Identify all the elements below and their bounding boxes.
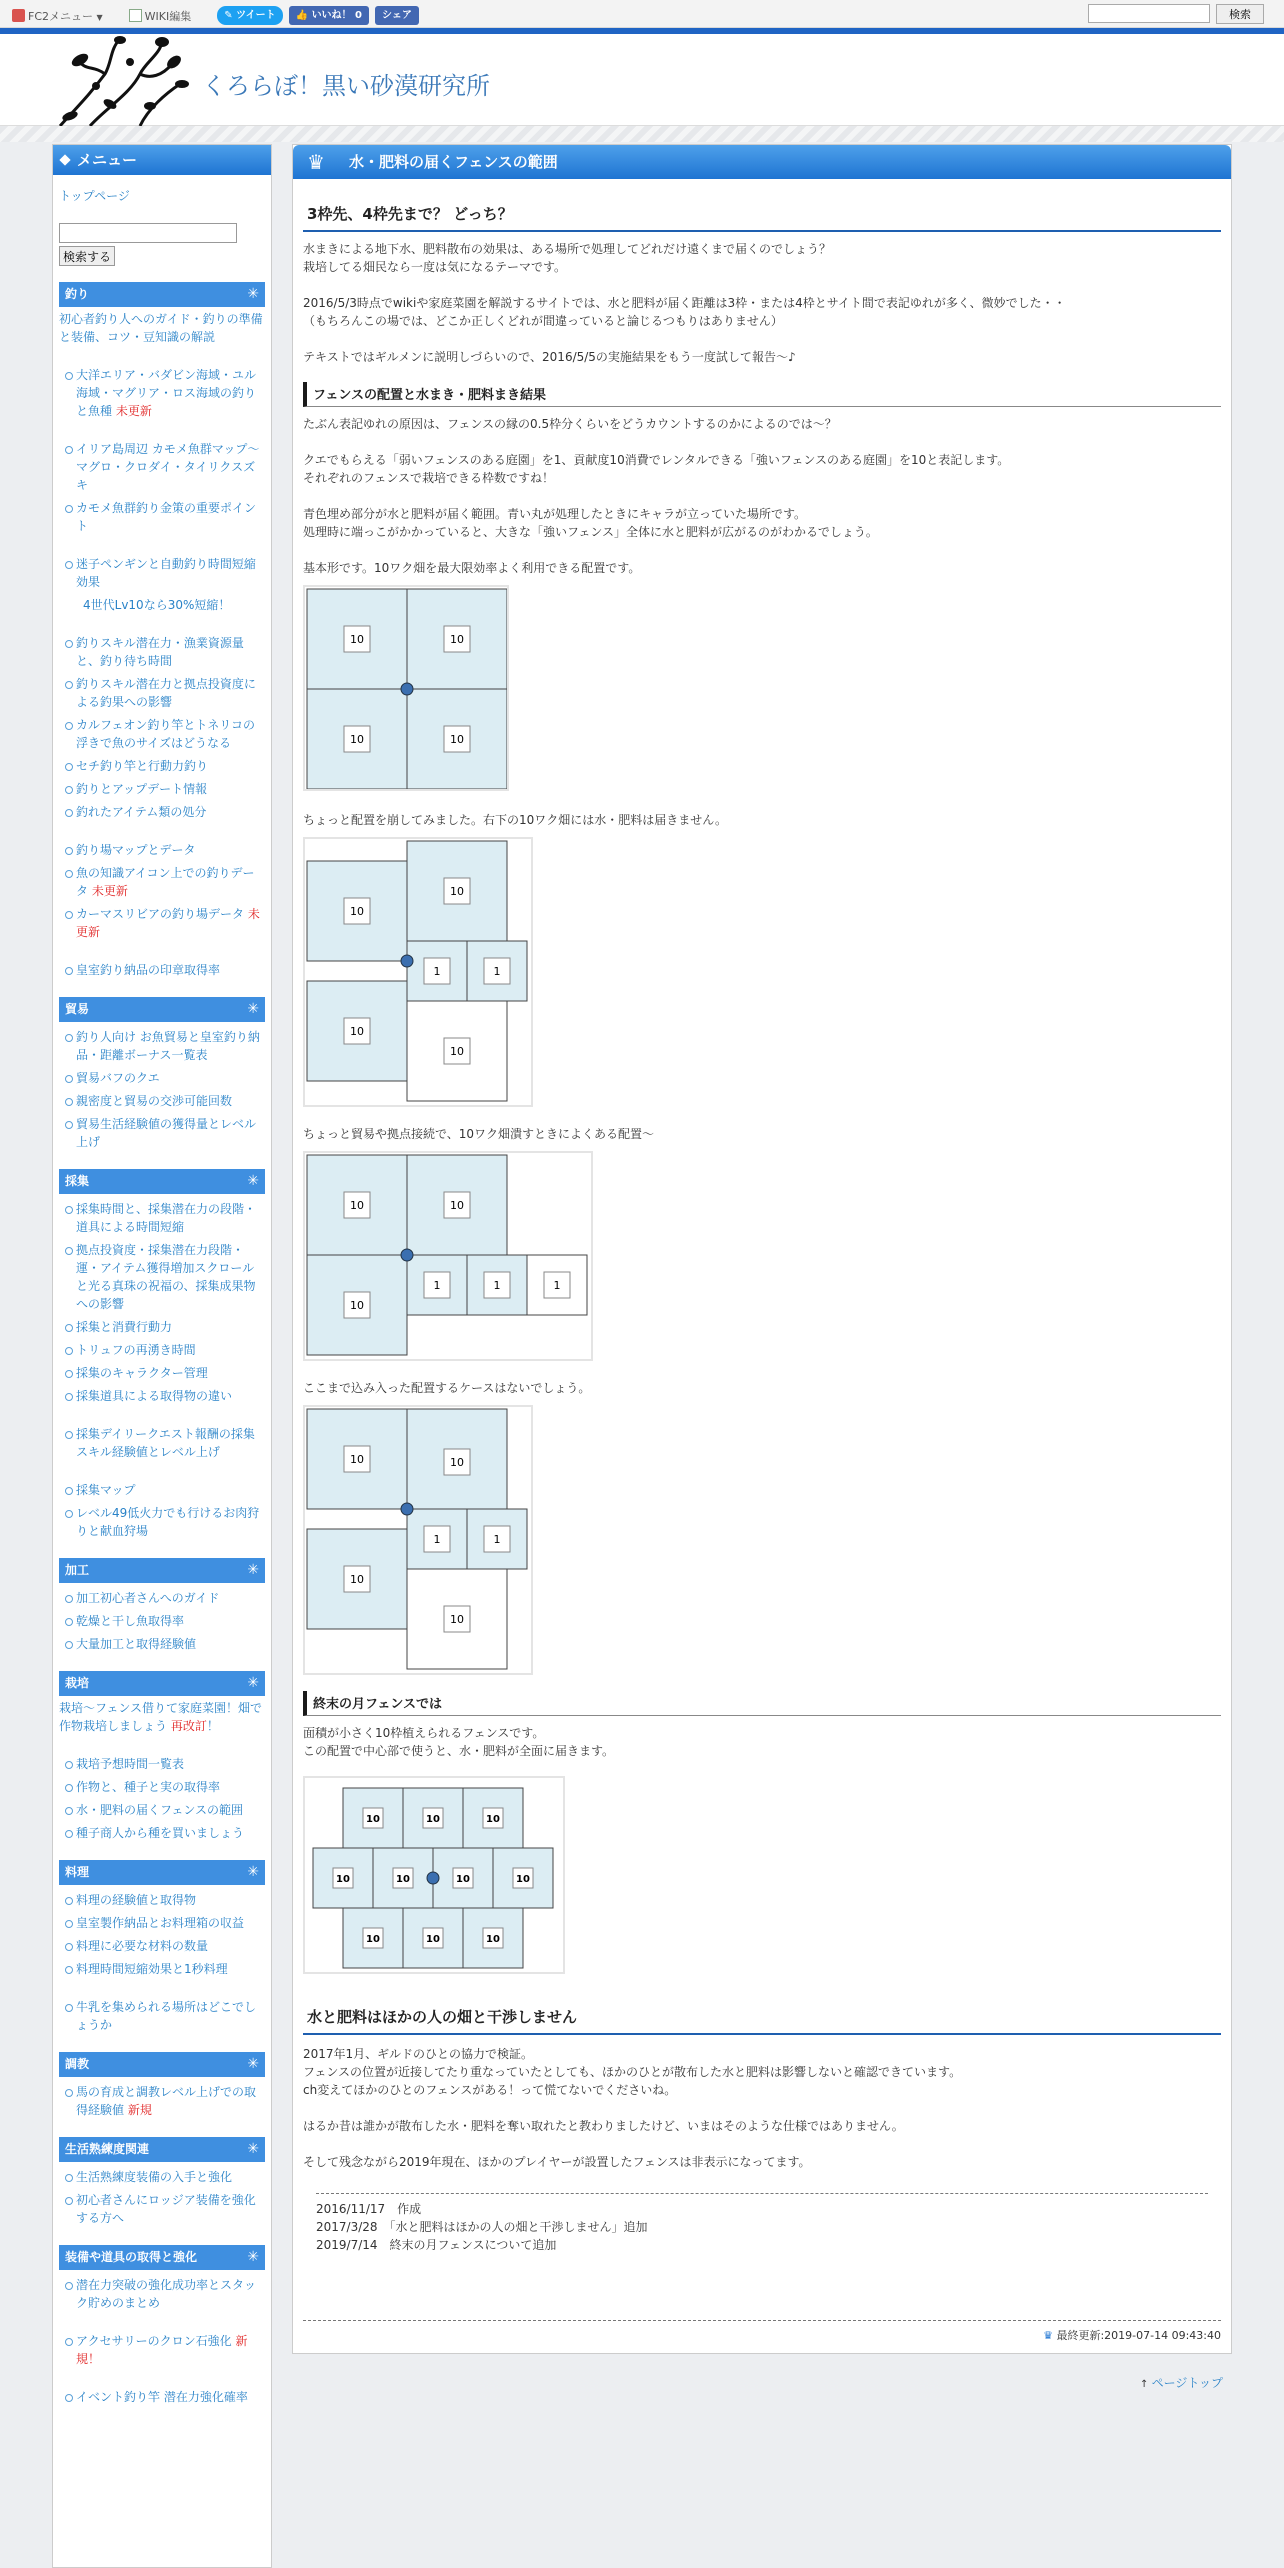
fence-label: 10 <box>450 633 464 646</box>
like-label: いいね！ 0 <box>311 10 363 21</box>
sidebar-item[interactable] <box>59 1914 265 1932</box>
sidebar-item-label: 貿易生活経験値の獲得量とレベル上げ <box>76 1117 257 1149</box>
page-title: 水・肥料の届くフェンスの範囲 <box>349 153 558 171</box>
section-heading: 3枠先、4枠先まで？ どっち？ <box>303 193 1221 232</box>
tweet-label: ツイート <box>236 10 276 21</box>
player-position-marker <box>427 1872 439 1884</box>
paragraph <box>303 451 1221 487</box>
text: 水まきによる地下水、肥料散布の効果は、ある場所で処理してどれだけ遠くまで届くのでしょう？ <box>303 242 832 256</box>
last-updated-text: 最終更新:2019-07-14 09:43:40 <box>1056 2329 1221 2342</box>
sidebar-item[interactable] <box>59 499 265 535</box>
history-entry: 2019/7/14 終末の月フェンスについて追加 <box>316 2238 557 2252</box>
status-badge: 未更新 <box>91 884 128 898</box>
sidebar-section <box>53 1558 271 1653</box>
fc2-menu-label: FC2メニュー <box>28 9 94 23</box>
sparkle-icon: ✳ <box>247 2249 259 2265</box>
fence-label: 10 <box>450 885 464 898</box>
page-header-bar <box>293 145 1231 179</box>
text: 青色埋め部分が水と肥料が届く範囲。青い丸が処理したときにキャラが立っていた場所です。 <box>303 507 807 521</box>
crown-icon: ♛ <box>1043 2329 1053 2342</box>
sidebar-item-label: 釣りスキル潜在力・漁業資源量と、釣り待ち時間 <box>76 636 244 668</box>
sidebar-item-label: 親密度と貿易の交渉可能回数 <box>76 1094 233 1108</box>
subsection-heading: フェンスの配置と水まき・肥料まき結果 <box>303 382 1221 407</box>
status-badge: 未更新 <box>76 907 260 939</box>
fence-label: 10 <box>350 1025 364 1038</box>
sidebar-item[interactable] <box>59 440 265 494</box>
crown-icon: ♛ <box>307 150 325 174</box>
fence-label: 10 <box>350 633 364 646</box>
fence-label: 10 <box>450 1456 464 1469</box>
fence-label: 10 <box>450 1045 464 1058</box>
sidebar-category-title: 貿易 <box>65 1002 90 1016</box>
sidebar-item[interactable] <box>59 1241 265 1313</box>
sidebar-item-label: アクセサリーのクロン石強化 <box>76 2334 232 2348</box>
sidebar-search-input[interactable] <box>59 223 237 243</box>
paragraph: ちょっと貿易や拠点接続で、10ワク畑潰すときによくある配置～ <box>303 1127 655 1141</box>
fence-diagram-svg <box>305 839 531 1105</box>
sidebar-item-label: 採集時間と、採集潜在力の段階・道具による時間短縮 <box>76 1202 257 1234</box>
fence-label: 10 <box>350 905 364 918</box>
sidebar-note: 4世代Lv10なら30%短縮！ <box>83 598 231 612</box>
history-entry: 2016/11/17 作成 <box>316 2202 422 2216</box>
subsection-heading: 終末の月フェンスでは <box>303 1691 1221 1716</box>
sidebar-item-label: 生活熟練度装備の入手と強化 <box>76 2170 233 2184</box>
sidebar-category-title: 調教 <box>65 2057 90 2071</box>
sidebar-list <box>53 2276 271 2406</box>
arrow-up-icon: ↑ <box>1140 2379 1152 2390</box>
sidebar-item[interactable] <box>59 1425 265 1461</box>
floral-logo <box>50 34 192 126</box>
sidebar <box>52 144 272 2568</box>
sidebar-category-title: 装備や道具の取得と強化 <box>65 2250 198 2264</box>
player-position-marker <box>401 683 413 695</box>
share-button[interactable]: シェア <box>375 6 419 25</box>
fence-label: 10 <box>426 1814 440 1825</box>
sidebar-item-label: 貿易バフのクエ <box>76 1071 160 1085</box>
page-top-link[interactable] <box>1140 2374 1223 2391</box>
fence-diagram-svg <box>305 587 507 789</box>
fence-diagram-svg <box>305 1778 563 1972</box>
sparkle-icon: ✳ <box>247 2056 259 2072</box>
text: この配置で中心部で使うと、水・肥料が全面に届きます。 <box>303 1744 615 1758</box>
site-header <box>0 34 1284 126</box>
sidebar-category-link[interactable] <box>53 1696 271 1735</box>
sidebar-item[interactable] <box>59 555 265 591</box>
sparkle-icon: ✳ <box>247 1562 259 1578</box>
sparkle-icon: ✳ <box>247 1001 259 1017</box>
sidebar-section <box>53 1169 271 1540</box>
sparkle-icon: ✳ <box>247 2141 259 2157</box>
status-badge: 新規 <box>127 2103 152 2117</box>
sidebar-category-header <box>59 1671 265 1696</box>
fence-label: 1 <box>493 965 501 978</box>
fence-label: 1 <box>553 1279 561 1292</box>
tweet-button[interactable] <box>217 6 282 25</box>
sidebar-category-title: 栽培 <box>65 1676 90 1690</box>
sidebar-section <box>53 1860 271 2034</box>
chevron-down-icon: ▼ <box>96 12 103 22</box>
sidebar-item-label: 皇室釣り納品の印章取得率 <box>76 963 221 977</box>
sidebar-item[interactable] <box>59 1755 265 1773</box>
sidebar-item-label: 初心者さんにロッジア装備を強化する方へ <box>76 2193 256 2225</box>
fence-diagram-2 <box>303 837 533 1107</box>
text: 面積が小さく10枠植えられるフェンスです。 <box>303 1726 545 1740</box>
sidebar-item-label: 採集デイリークエスト報酬の採集スキル経験値とレベル上げ <box>76 1427 255 1459</box>
fence-label: 1 <box>493 1533 501 1546</box>
sidebar-item-label: 拠点投資度・採集潜在力段階・運・アイテム獲得増加スクロールと光る真珠の祝福の、採集成果物への影響 <box>76 1243 256 1311</box>
fence-label: 10 <box>450 1613 464 1626</box>
sidebar-item-label: 釣りとアップデート情報 <box>76 782 208 796</box>
text: 栽培してる畑民なら一度は気になるテーマです。 <box>303 260 567 274</box>
sidebar-item-label: 大洋エリア・バダビン海域・ユル海域・マグリア・ロス海域の釣りと魚種 <box>76 368 257 418</box>
fence-label: 10 <box>350 1199 364 1212</box>
section-heading: 水と肥料はほかの人の畑と干渉しません <box>303 1996 1221 2035</box>
sidebar-category-header <box>59 2137 265 2162</box>
sidebar-category-header <box>59 2052 265 2077</box>
thumbs-up-icon: 👍 <box>295 10 312 21</box>
wiki-edit-label: WIKI編集 <box>144 9 192 23</box>
fence-diagram-3 <box>303 1151 593 1361</box>
sidebar-category-link[interactable] <box>53 307 271 346</box>
sidebar-list <box>53 1028 271 1151</box>
sidebar-category-header <box>59 1169 265 1194</box>
text: （もちろんこの場では、どこか正しくどれが間違っていると論じるつもりはありません） <box>303 314 783 328</box>
sidebar-item-label: 水・肥料の届くフェンスの範囲 <box>76 1803 244 1817</box>
page-top-label: ページトップ <box>1151 2376 1223 2390</box>
player-position-marker <box>401 1503 413 1515</box>
sidebar-item-label: 採集と消費行動力 <box>76 1320 173 1334</box>
sidebar-section <box>53 2052 271 2119</box>
text: 2017年1月、ギルドのひとの協力で検証。 <box>303 2047 534 2061</box>
sidebar-item-label: 釣りスキル潜在力と拠点投資度による釣果への影響 <box>76 677 256 709</box>
sidebar-item[interactable] <box>59 841 265 859</box>
sidebar-item[interactable] <box>59 1635 265 1653</box>
sidebar-item-label: 採集マップ <box>76 1483 136 1497</box>
fence-label: 1 <box>433 1533 441 1546</box>
paragraph <box>303 505 1221 541</box>
fence-label: 10 <box>450 733 464 746</box>
sparkle-icon: ✳ <box>247 1173 259 1189</box>
sidebar-section <box>53 2245 271 2406</box>
sidebar-item[interactable] <box>59 2388 265 2406</box>
sidebar-category-title: 料理 <box>65 1865 90 1879</box>
sidebar-category-title: 生活熟練度関連 <box>65 2142 150 2156</box>
fence-diagram-svg <box>305 1407 531 1673</box>
player-position-marker <box>401 1249 413 1261</box>
last-updated <box>303 2320 1221 2343</box>
sidebar-item-label: セチ釣り竿と行動力釣り <box>76 759 209 773</box>
sidebar-category-header <box>59 997 265 1022</box>
paragraph: そして残念ながら2019年現在、ほかのプレイヤーが設置したフェンスは非表示になってます。 <box>303 2155 811 2169</box>
sidebar-item[interactable] <box>59 1960 265 1978</box>
sidebar-sections <box>53 282 271 2406</box>
sidebar-item-label: 皇室製作納品とお料理箱の収益 <box>76 1916 245 1930</box>
fence-label: 10 <box>366 1814 380 1825</box>
moon-fence-diagram <box>303 1776 565 1974</box>
fence-label: 10 <box>450 1199 464 1212</box>
sidebar-item[interactable] <box>59 1069 265 1087</box>
sidebar-item-label: カーマスリビアの釣り場データ <box>76 907 245 921</box>
sidebar-item-label: 料理に必要な材料の数量 <box>76 1939 209 1953</box>
paragraph <box>303 240 1221 276</box>
paragraph: 基本形です。10ワク畑を最大限効率よく利用できる配置です。 <box>303 561 641 575</box>
sidebar-item[interactable] <box>59 1589 265 1607</box>
sidebar-item[interactable] <box>59 780 265 798</box>
sparkle-icon: ✳ <box>247 286 259 302</box>
fence-diagram-svg <box>305 1153 591 1359</box>
paragraph: ちょっと配置を崩してみました。右下の10ワク畑には水・肥料は届きません。 <box>303 813 727 827</box>
fence-label: 1 <box>493 1279 501 1292</box>
fence-label: 1 <box>433 1279 441 1292</box>
sidebar-category-header <box>59 2245 265 2270</box>
sidebar-category-title: 釣り <box>65 287 90 301</box>
sidebar-item[interactable] <box>59 1115 265 1151</box>
text: それぞれのフェンスで栽培できる枠数ですね！ <box>303 471 555 485</box>
wiki-edit-link[interactable] <box>129 8 192 24</box>
fence-label: 10 <box>350 1453 364 1466</box>
sidebar-item[interactable] <box>59 1891 265 1909</box>
fence-label: 10 <box>366 1934 380 1945</box>
fence-label: 10 <box>350 733 364 746</box>
sparkle-icon: ✳ <box>247 1675 259 1691</box>
sidebar-list <box>53 1589 271 1653</box>
sidebar-item[interactable] <box>59 803 265 821</box>
status-badge: 未更新 <box>115 404 152 418</box>
text: 処理時に端っこがかかっていると、大きな「強いフェンス」全体に水と肥料が広がるのがわかるでしょう。 <box>303 525 878 539</box>
sidebar-item-label: 作物と、種子と実の取得率 <box>76 1780 221 1794</box>
link-text: 栽培～フェンス借りて家庭菜園！畑で作物栽培しましょう <box>59 1701 263 1733</box>
fence-label: 10 <box>456 1874 470 1885</box>
sidebar-item[interactable] <box>59 1801 265 1819</box>
link-text: 初心者釣り人へのガイド・釣りの準備と装備、コツ・豆知識の解説 <box>59 312 263 344</box>
fence-diagram-1 <box>303 585 509 791</box>
site-title[interactable]: くろらぼ！黒い砂漠研究所 <box>202 72 490 100</box>
fence-label: 10 <box>396 1874 410 1885</box>
sidebar-item-label: 牛乳を集められる場所はどこでしょうか <box>76 2000 257 2032</box>
fence-diagram-4 <box>303 1405 533 1675</box>
sidebar-item[interactable] <box>59 716 265 752</box>
header-stripes <box>0 126 1284 142</box>
sidebar-item-label: 加工初心者さんへのガイド <box>76 1591 220 1605</box>
sidebar-category-header <box>59 1860 265 1885</box>
sidebar-item[interactable] <box>59 1092 265 1110</box>
text: ch変えてほかのひとのフェンスがある！って慌てないでくださいね。 <box>303 2083 677 2097</box>
sidebar-item-label: カモメ魚群釣り金策の重要ポイント <box>76 501 257 533</box>
fence-label: 10 <box>350 1573 364 1586</box>
sidebar-item-label: カルフェオン釣り竿とトネリコの浮きで魚のサイズはどうなる <box>76 718 256 750</box>
sidebar-item[interactable] <box>59 905 265 941</box>
sidebar-item[interactable] <box>59 1824 265 1842</box>
top-search-input[interactable] <box>1088 4 1210 23</box>
sidebar-item[interactable] <box>59 864 265 900</box>
sidebar-section <box>53 997 271 1151</box>
sidebar-item-label: 釣れたアイテム類の処分 <box>76 805 207 819</box>
sidebar-section <box>53 282 271 979</box>
revision-history <box>316 2193 1208 2254</box>
sidebar-list <box>53 2083 271 2119</box>
fence-label: 10 <box>350 1299 364 1312</box>
sidebar-item[interactable] <box>59 961 265 979</box>
sidebar-category-title: 加工 <box>65 1563 90 1577</box>
diamond-icon <box>59 154 70 165</box>
fence-label: 10 <box>336 1874 350 1885</box>
sidebar-item[interactable] <box>59 1937 265 1955</box>
status-badge: 新規！ <box>76 2334 248 2366</box>
sidebar-item-label: 料理時間短縮効果と1秒料理 <box>76 1962 228 1976</box>
sidebar-item-label: 魚の知識アイコン上での釣りデータ <box>76 866 255 898</box>
top-search-button[interactable]: 検索 <box>1216 4 1264 24</box>
sidebar-menu-header <box>53 145 271 175</box>
paragraph: はるか昔は誰かが散布した水・肥料を奪い取れたと教わりましたけど、いまはそのような仕様ではありません。 <box>303 2119 904 2133</box>
sparkle-icon: ✳ <box>247 1864 259 1880</box>
paragraph: たぶん表記ゆれの原因は、フェンスの縁の0.5枠分くらいをどうカウントするのかによるのでは～？ <box>303 417 837 431</box>
sidebar-item-label: 乾燥と干し魚取得率 <box>76 1614 185 1628</box>
sidebar-item[interactable] <box>59 1778 265 1796</box>
sidebar-item-label: 大量加工と取得経験値 <box>76 1637 197 1651</box>
sidebar-category-header <box>59 1558 265 1583</box>
edit-icon <box>129 9 142 22</box>
sidebar-item-label: 迷子ペンギンと自動釣り時間短縮効果 <box>76 557 256 589</box>
sidebar-item-label: トリュフの再湧き時間 <box>76 1343 196 1357</box>
sidebar-item[interactable] <box>59 1364 265 1382</box>
text: クエでもらえる「弱いフェンスのある庭園」を1、貢献度10消費でレンタルできる「強いフェンスのある庭園」を10と表記します。 <box>303 453 1010 467</box>
sidebar-item-label: 潜在力突破の強化成功率とスタック貯めのまとめ <box>76 2278 257 2310</box>
sidebar-item-label: 採集のキャラクター管理 <box>76 1366 208 1380</box>
sidebar-item[interactable] <box>59 1028 265 1064</box>
status-badge: 再改訂 <box>170 1719 207 1733</box>
sidebar-item-label: レベル49低火力でも行けるお肉狩りと献血狩場 <box>76 1506 260 1538</box>
sidebar-item[interactable] <box>59 1612 265 1630</box>
sidebar-section <box>53 1671 271 1842</box>
sidebar-item-label: 釣り人向け お魚貿易と皇室釣り納品・距離ボーナス一覧表 <box>76 1030 260 1062</box>
fc2-toolbar <box>0 0 1284 28</box>
sidebar-item[interactable] <box>59 1318 265 1336</box>
sidebar-list <box>53 366 271 979</box>
history-entry: 2017/3/28 「水と肥料はほかの人の畑と干渉しません」追加 <box>316 2220 648 2234</box>
paragraph <box>303 1724 1221 1760</box>
fence-label: 10 <box>486 1814 500 1825</box>
sidebar-item[interactable] <box>59 2276 265 2312</box>
sidebar-item[interactable] <box>59 2191 265 2227</box>
fence-label: 10 <box>516 1874 530 1885</box>
sidebar-item[interactable] <box>59 2332 265 2368</box>
sidebar-item[interactable] <box>59 634 265 670</box>
sidebar-item[interactable] <box>59 1200 265 1236</box>
sidebar-item[interactable] <box>59 757 265 775</box>
sidebar-item[interactable] <box>59 1504 265 1540</box>
paragraph <box>303 2045 1221 2099</box>
sidebar-item[interactable] <box>59 1341 265 1359</box>
text: フェンスの位置が近接してたり重なっていたとしても、ほかのひとが散布した水と肥料は影響しないと確認できています。 <box>303 2065 962 2079</box>
paragraph: ここまで込み入った配置するケースはないでしょう。 <box>303 1381 591 1395</box>
sidebar-top-page-link[interactable]: トップページ <box>59 189 130 203</box>
player-position-marker <box>401 955 413 967</box>
sidebar-category-header <box>59 282 265 307</box>
sidebar-item-label: 栽培予想時間一覧表 <box>76 1757 185 1771</box>
sidebar-item-label: 採集道具による取得物の違い <box>76 1389 233 1403</box>
sidebar-item[interactable] <box>59 2168 265 2186</box>
sidebar-item-label: 料理の経験値と取得物 <box>76 1893 197 1907</box>
home-icon <box>12 9 25 22</box>
sidebar-item[interactable] <box>59 1481 265 1499</box>
sidebar-list <box>53 1755 271 1842</box>
fence-label: 1 <box>433 965 441 978</box>
sidebar-item-label: イベント釣り竿 潜在力強化確率 <box>76 2390 248 2404</box>
sidebar-item-label: 釣り場マップとデータ <box>76 843 196 857</box>
sidebar-item-label: 種子商人から種を買いましょう <box>76 1826 245 1840</box>
main-content <box>292 144 1232 2354</box>
sidebar-item[interactable] <box>59 2083 265 2119</box>
text: 2016/5/3時点でwikiや家庭菜園を解説するサイトでは、水と肥料が届く距離は3枠・または4枠とサイト間で表記ゆれが多く、微妙でした・・ <box>303 296 1066 310</box>
text: ！ <box>206 1719 219 1733</box>
sidebar-item[interactable] <box>59 1387 265 1405</box>
twitter-icon: ✎ <box>224 10 237 21</box>
sidebar-section <box>53 2137 271 2227</box>
paragraph: テキストではギルメンに説明しづらいので、2016/5/5の実施結果をもう一度試して報告～♪ <box>303 350 796 364</box>
sidebar-item-label: 馬の育成と調教レベル上げでの取得経験値 <box>76 2085 257 2117</box>
like-button[interactable] <box>289 6 369 25</box>
sidebar-list <box>53 1200 271 1540</box>
fence-label: 10 <box>426 1934 440 1945</box>
sidebar-list <box>53 2168 271 2227</box>
sidebar-item[interactable] <box>59 675 265 711</box>
sidebar-search-button[interactable]: 検索する <box>59 246 115 266</box>
paragraph <box>303 294 1221 330</box>
fence-label: 10 <box>486 1934 500 1945</box>
sidebar-menu-title: メニュー <box>77 151 138 169</box>
sidebar-list <box>53 1891 271 2034</box>
sidebar-item[interactable] <box>59 1998 265 2034</box>
fc2-menu[interactable] <box>12 8 103 24</box>
sidebar-item[interactable] <box>59 366 265 420</box>
sidebar-category-title: 採集 <box>65 1174 90 1188</box>
sidebar-item-label: イリア島周辺 カモメ魚群マップ～マグロ・クロダイ・タイリクスズキ <box>76 442 260 492</box>
